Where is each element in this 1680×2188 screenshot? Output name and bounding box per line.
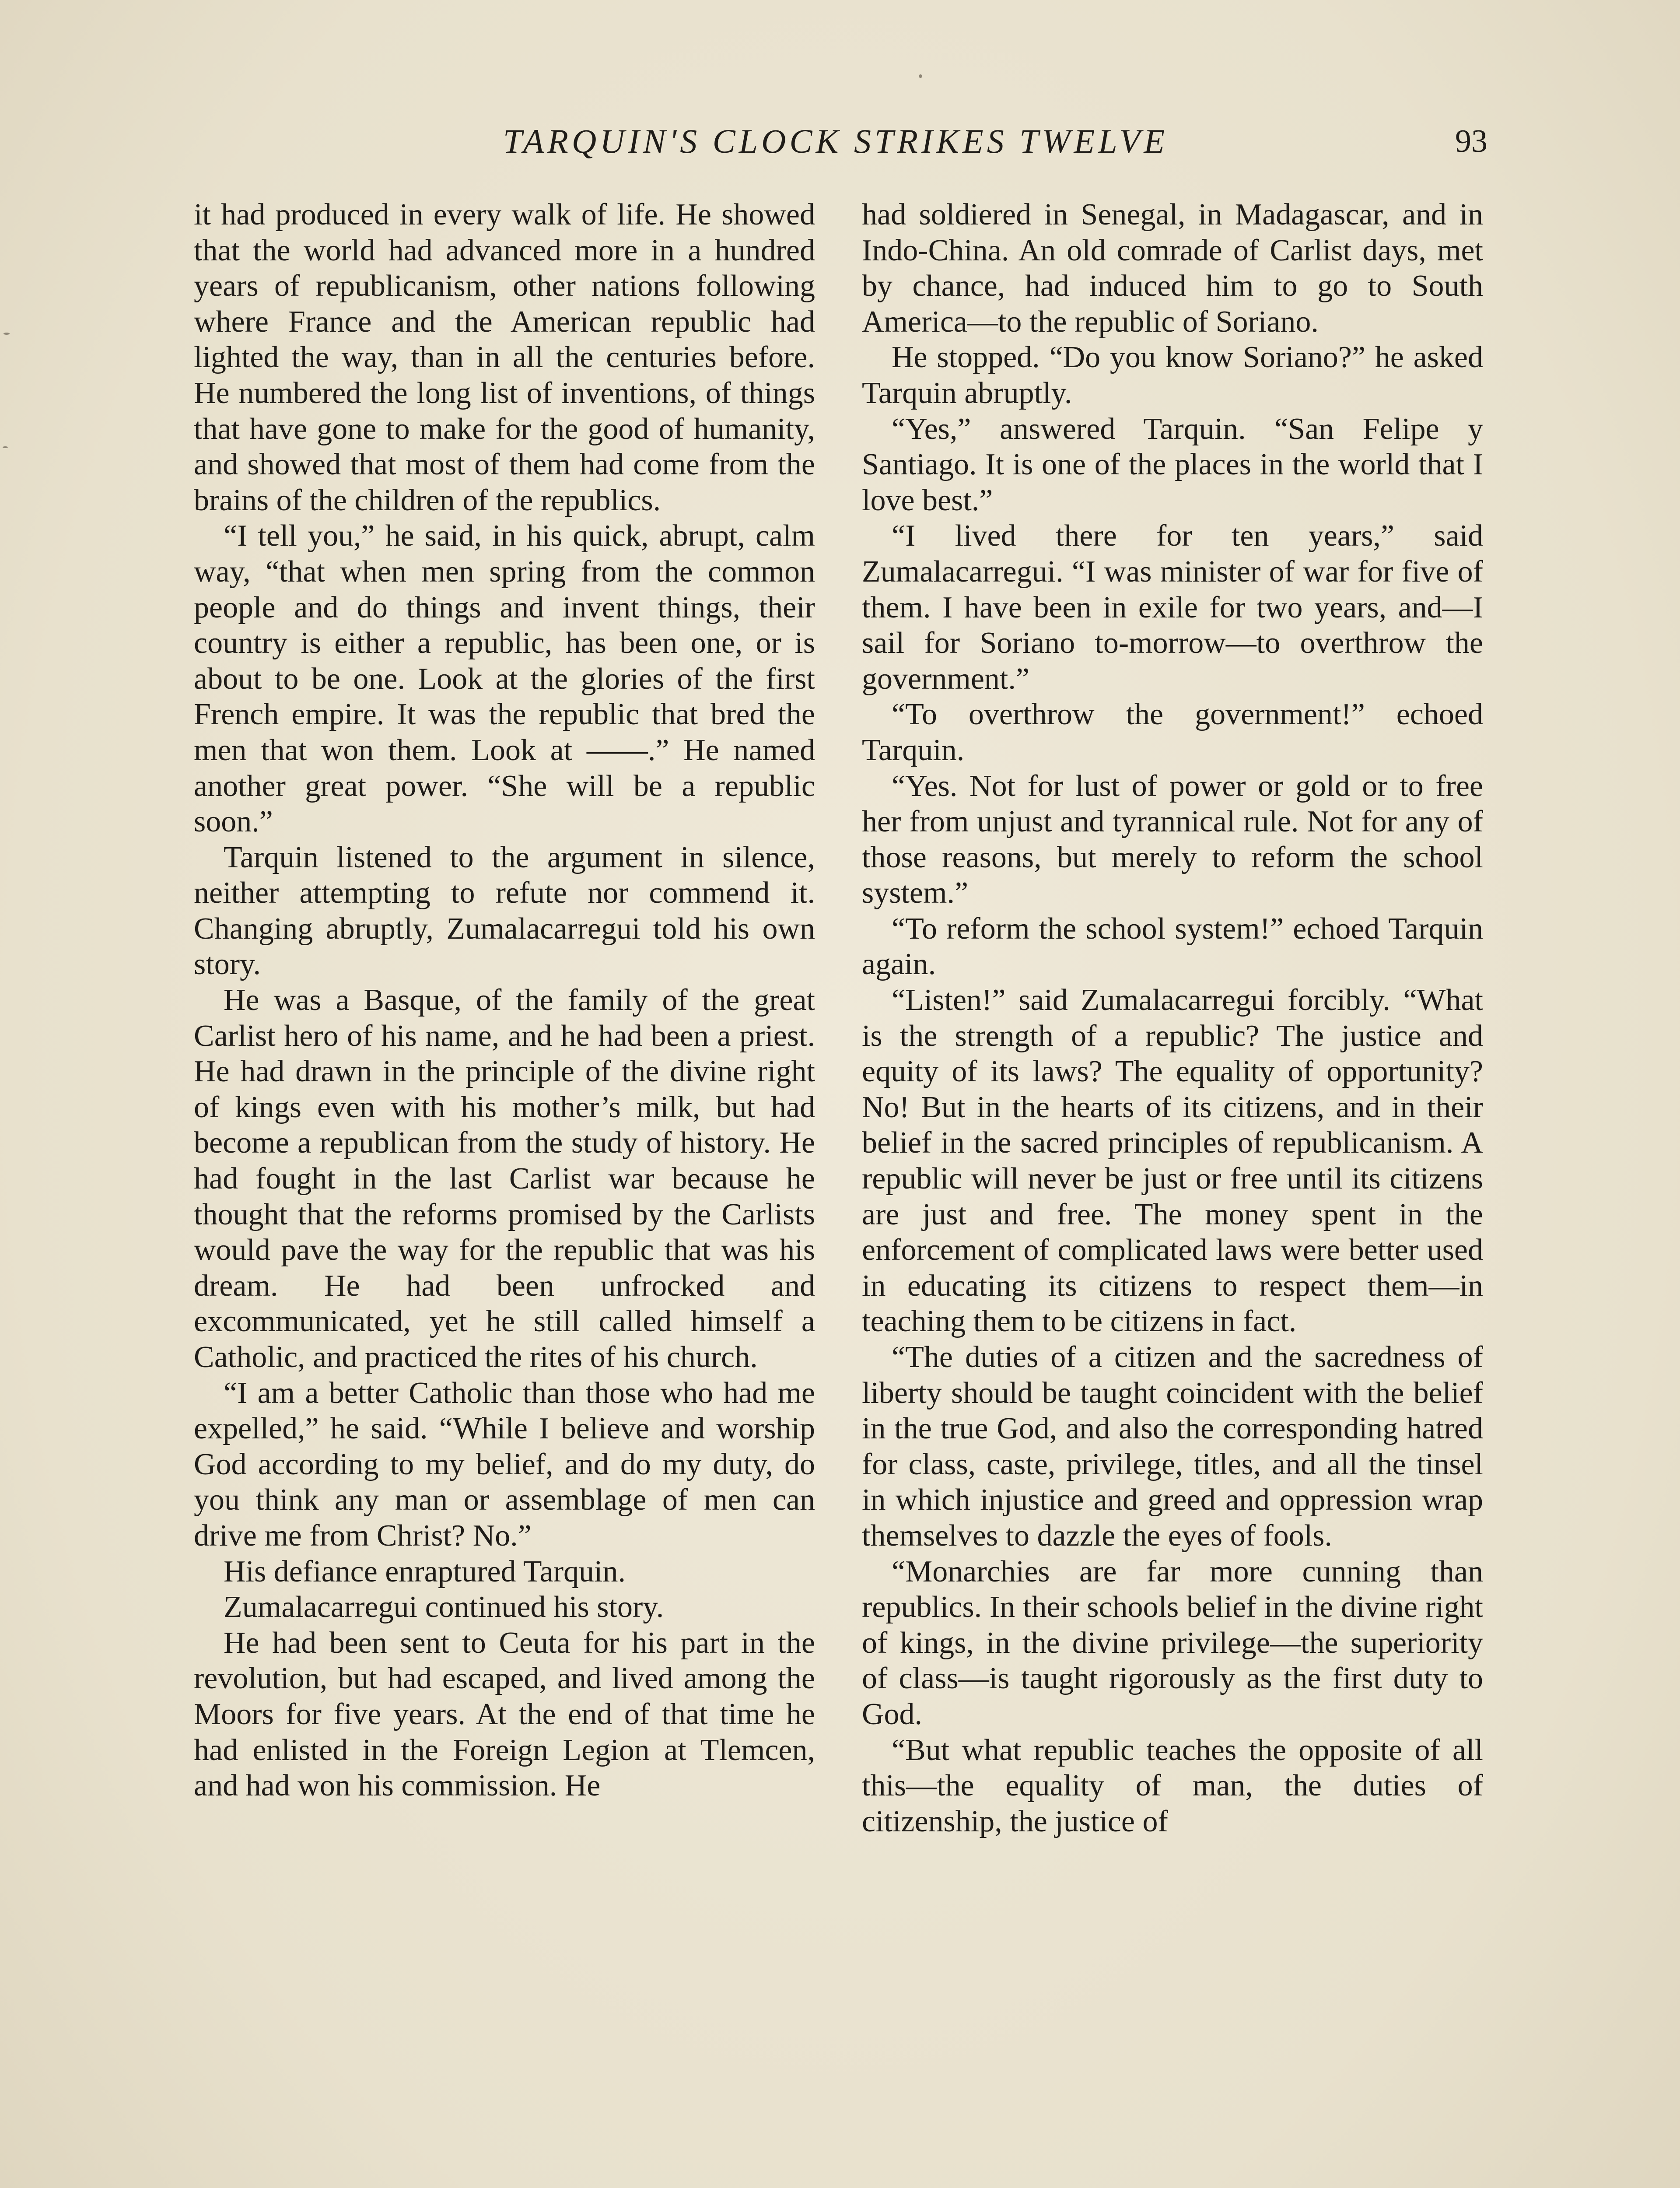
left-column: [194, 197, 815, 1804]
paragraph: “To reform the school system!” echoed Tarquin again.: [862, 912, 1483, 982]
paragraph: “To overthrow the government!” echoed Tarquin.: [862, 698, 1483, 767]
paragraph: “I am a better Catholic than those who had me expelled,” he said. “While I believe and worship God according to my belief, and do my duty, do you think any man or assemblage of men can drive me from Christ? No.”: [194, 1376, 815, 1553]
paragraph: “I lived there for ten years,” said Zumalacarregui. “I was minister of war for five of them. I have been in exile for two years, and—I sail for Soriano to-morrow—to overthrow the government.”: [862, 519, 1483, 696]
running-title: TARQUIN'S CLOCK STRIKES TWELVE: [503, 122, 1168, 160]
paragraph: “Listen!” said Zumalacarregui forcibly. “What is the strength of a republic? The justice and equity of its laws? The equality of opportunity? No! But in the hearts of its citizens, and in their belief in the sacred principles of republicanism. A republic will never be just or free until its citizens are just and free. The money spent in the enforcement of complicated laws were better used in educating its citizens to respect them—in teaching them to be citizens in fact.: [862, 983, 1483, 1339]
paragraph: He was a Basque, of the family of the great Carlist hero of his name, and he had been a priest. He had drawn in the principle of the divine right of kings even with his mother’s milk, but had become a republican from the study of history. He had fought in the last Carlist war because he thought that the reforms promised by the Carlists would pave the way for the republic that was his dream. He had been unfrocked and excommunicated, yet he still called himself a Catholic, and practiced the rites of his church.: [194, 983, 815, 1374]
paragraph: Zumalacarregui continued his story.: [224, 1590, 664, 1624]
paragraph: “Yes,” answered Tarquin. “San Felipe y Santiago. It is one of the places in the world that I love best.”: [862, 412, 1483, 517]
paragraph: His defiance enraptured Tarquin.: [224, 1554, 626, 1588]
paper-speck: [919, 74, 922, 78]
paragraph: “Yes. Not for lust of power or gold or to free her from unjust and tyrannical rule. Not for any of those reasons, but merely to reform the school system.”: [862, 769, 1483, 910]
paper-speck: [3, 446, 8, 448]
paragraph: had soldiered in Senegal, in Madagascar, and in Indo-China. An old comrade of Carlist days, met by chance, had induced him to go to South America—to the republic of Soriano.: [862, 198, 1483, 339]
paragraph: He stopped. “Do you know Soriano?” he asked Tarquin abruptly.: [862, 340, 1483, 410]
paragraph: “I tell you,” he said, in his quick, abrupt, calm way, “that when men spring from the common people and do things and invent things, their country is either a republic, has been one, or is about to be one. Look at the glories of the first French empire. It was the republic that bred the men that won them. Look at ——.” He named another great power. “She will be a republic soon.”: [194, 519, 815, 839]
paragraph: “Monarchies are far more cunning than republics. In their schools belief in the divine right of kings, in the divine privilege—the superiority of class—is taught rigorously as the first duty to God.: [862, 1554, 1483, 1731]
paragraph: “The duties of a citizen and the sacredness of liberty should be taught coincident with the belief in the true God, and also the corresponding hatred for class, caste, privilege, titles, and all the tinsel in which injustice and greed and oppression wrap themselves to dazzle the eyes of fools.: [862, 1340, 1483, 1553]
paragraph: He had been sent to Ceuta for his part in the revolution, but had escaped, and lived among the Moors for five years. At the end of that time he had enlisted in the Foreign Legion at Tlemcen, and had won his commission. He: [194, 1626, 815, 1803]
paper-speck: [4, 333, 10, 335]
page-header: [192, 117, 1505, 165]
paragraph: Tarquin listened to the argument in silence, neither attempting to refute nor commend it. Changing abruptly, Zumalacarregui told his own story.: [194, 840, 815, 982]
paragraph: it had produced in every walk of life. He showed that the world had advanced more in a hundred years of republicanism, other nations following where France and the American republic had lighted the way, than in all the centuries before. He numbered the long list of inventions, of things that have gone to make for the good of humanity, and showed that most of them had come from the brains of the children of the republics.: [194, 198, 815, 517]
paragraph: “But what republic teaches the opposite of all this—the equality of man, the duties of citizenship, the justice of: [862, 1733, 1483, 1838]
right-column: [862, 197, 1483, 1839]
page-number: 93: [1455, 123, 1488, 159]
